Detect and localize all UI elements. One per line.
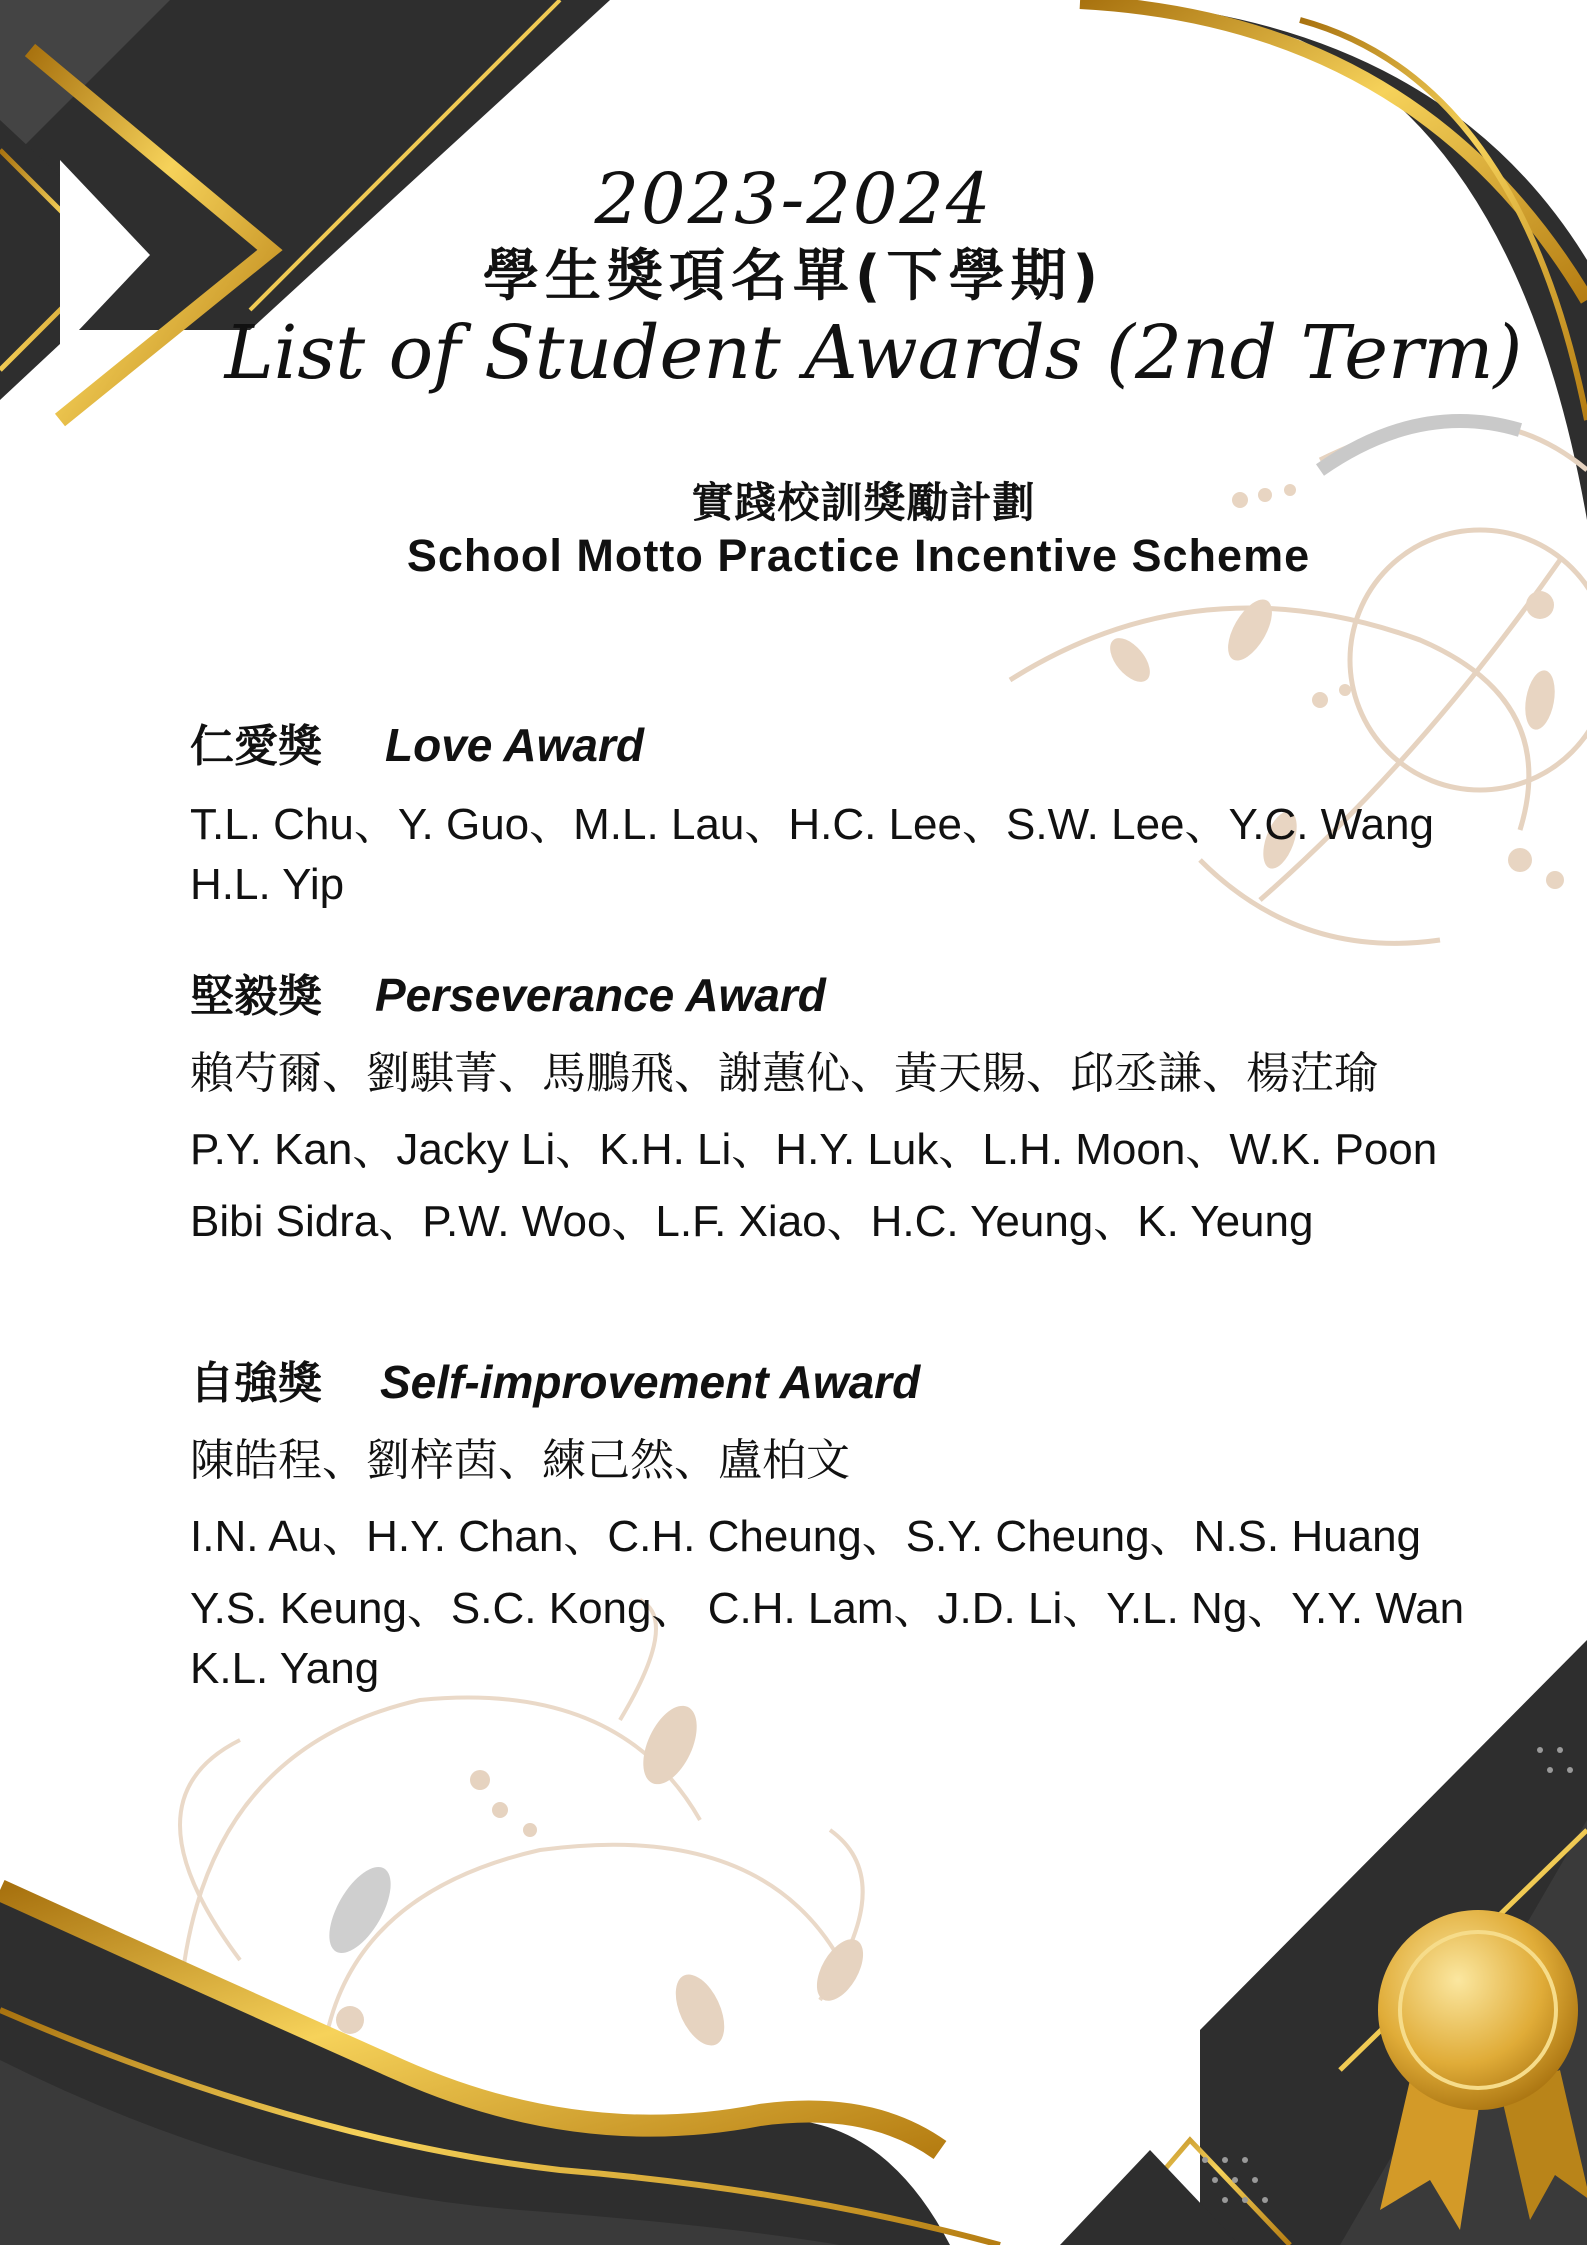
scheme-title-english: School Motto Practice Incentive Scheme: [406, 530, 1311, 581]
love-award-heading: [190, 710, 644, 774]
award-name-chinese: 仁愛獎: [190, 721, 322, 772]
award-recipients-line: I.N. Au、H.Y. Chan、C.H. Cheung、S.Y. Cheung、N.S. Huang: [190, 1512, 1422, 1561]
award-recipients-line: 賴芍爾、劉騏菁、馬鵬飛、謝蕙伈、黃天賜、邱丞謙、楊茳瑜: [190, 1048, 1378, 1099]
award-name-english: Perseverance Award: [375, 969, 826, 1021]
title-english: List of Student Awards (2nd Term): [224, 310, 1523, 396]
scheme-title-chinese: 實踐校訓獎勵計劃: [691, 478, 1036, 527]
academic-year: 2023-2024: [594, 158, 993, 240]
award-name-chinese: 自強獎: [190, 1358, 322, 1409]
award-name-chinese: 堅毅獎: [190, 971, 322, 1022]
award-recipients-line: Y.S. Keung、S.C. Kong、 C.H. Lam、J.D. Li、Y.L. Ng、Y.Y. Wan: [190, 1584, 1465, 1633]
award-recipients-line: Bibi Sidra、P.W. Woo、L.F. Xiao、H.C. Yeung、K. Yeung: [190, 1197, 1314, 1246]
title-chinese: 學生獎項名單(下學期): [482, 244, 1105, 309]
award-name-english: Self-improvement Award: [380, 1356, 921, 1408]
award-recipients-line: H.L. Yip: [190, 860, 345, 909]
award-recipients-line: 陳皓程、劉梓茵、練己然、盧柏文: [190, 1435, 850, 1486]
self-improvement-award-heading: [190, 1347, 920, 1411]
award-name-english: Love Award: [385, 719, 645, 771]
award-recipients-line: P.Y. Kan、Jacky Li、K.H. Li、H.Y. Luk、L.H. Moon、W.K. Poon: [190, 1125, 1438, 1174]
award-recipients-line: K.L. Yang: [190, 1644, 380, 1693]
perseverance-award-heading: [190, 960, 826, 1024]
award-recipients-line: T.L. Chu、Y. Guo、M.L. Lau、H.C. Lee、S.W. Lee、Y.C. Wang: [190, 800, 1434, 849]
